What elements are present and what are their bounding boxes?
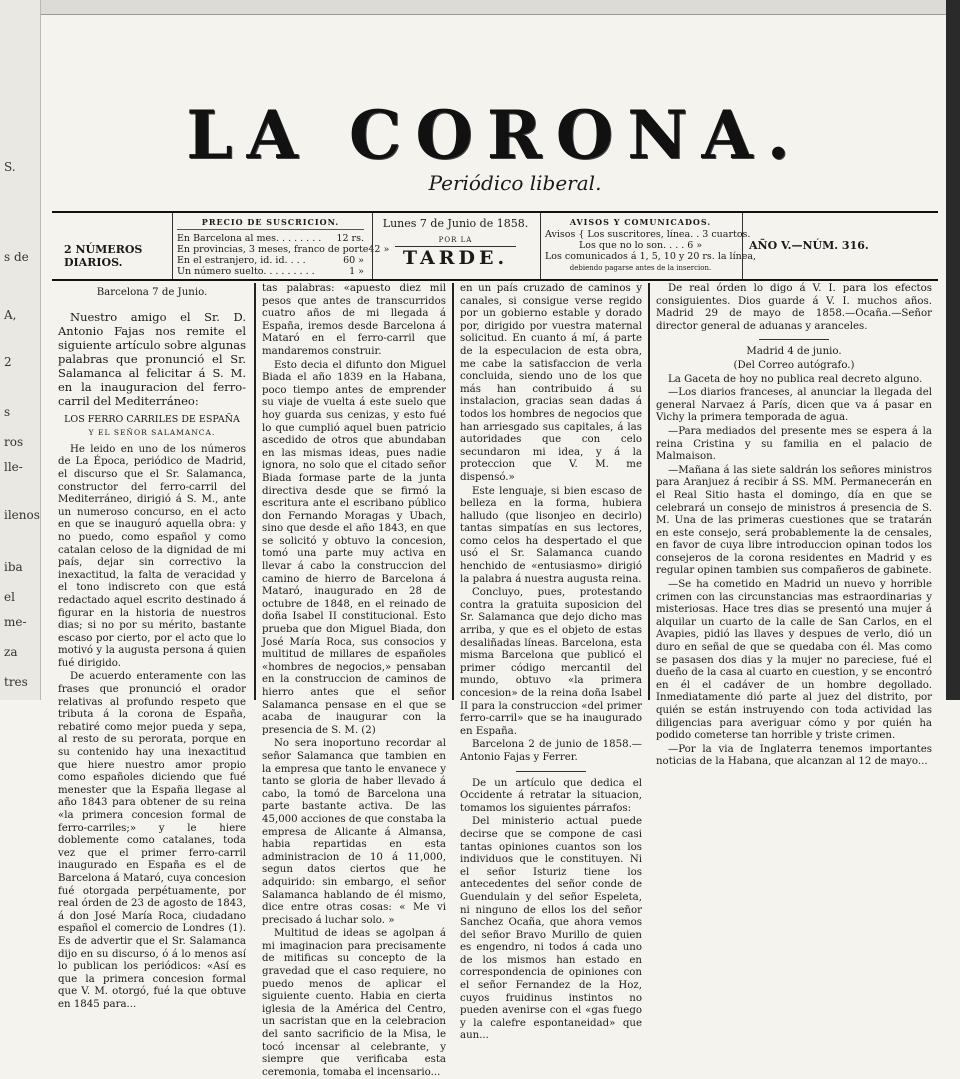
article-columns: [52, 283, 938, 1078]
subscription-row: [177, 266, 364, 277]
edition-name: TARDE.: [395, 246, 516, 269]
signature: Barcelona 2 de junio de 1858.—Antonio Fajas y Ferrer.: [460, 739, 642, 763]
row-label: Un número suelto. . . . . . . . .: [177, 266, 315, 277]
row-price: 12 rs.: [336, 233, 364, 244]
paragraph: He leido en uno de los números de La Época, periódico de Madrid, el discurso que el Sr. Salamanca, constructor del ferro-carril del Mediterráneo, dirigió á S. M., ante un numeroso concurso, en el acto en que se inauguró aquella obra: y no puedo, como español y como catalan celoso de la dignidad de mi país, dejar sin correctivo la inexactitud, la falta de veracidad y el tono indiscreto con que está redactado aquel escrito destinado á figurar en la historia de nuestros dias; si no por su mérito, bastante escaso por cierto, por el acto que lo motivó y la augusta persona á quien fué dirigido.: [58, 443, 246, 669]
intro-paragraph: Nuestro amigo el Sr. D. Antonio Fajas nos remite el siguiente artículo sobre algunas palabras que pronunció el Sr. Salamanca al felicitar á S. M. en la inauguracion del ferro-carril del Mediterráneo:: [58, 309, 246, 408]
paragraph: De un artículo que dedica el Occidente á retratar la situacion, tomamos los siguientes párrafos:: [460, 777, 642, 814]
paragraph: Concluyo, pues, protestando contra la gratuita suposicion del Sr. Salamanca que dejo dicho mas arriba, y que es el objeto de estas desaliñadas líneas. Barcelona, esta misma Barcelona que publicó el primer código mercantil del mundo, obtuvo «la primera concesion» de la reina doña Isabel II para la construccion «del primer ferro-carril» que se ha inaugurado en España.: [460, 587, 642, 737]
date-cell: [372, 213, 538, 279]
paragraph: Este lenguaje, si bien escaso de belleza en la forma, hubiera halludo (que lisonjeo en decirlo) tantas simpatías en sus lectores, como celos ha despertado el que usó el Sr. Salamanca cuando henchido de «entusiasmo» dirigió la palabra á nuestra augusta reina.: [460, 485, 642, 585]
issue-number: AÑO V.—NÚM. 316.: [749, 239, 869, 252]
por-la-label: POR LA: [438, 236, 473, 244]
paragraph: Del ministerio actual puede decirse que se compone de casi tantas opiniones cuantos son los individuos que le constituyen. Ni el señor Isturiz tiene los antecedentes del señor conde de Guendulain y del señor Espeleta, ni ninguno de ellos los del señor Sanchez Ocaña, que ahora vemos del señor Bravo Murillo de quien es engendro, ni todos á cada uno de los mismos han estado en correspondencia de opiniones con el señor Fernandez de la Hoz, cuyos fruidinus instintos no pueden avenirse con el «gas fuego y la calefre espontaneidad» que aun...: [460, 816, 642, 1042]
ads-note: debiendo pagarse antes de la insercion.: [569, 264, 712, 272]
column-4: [648, 283, 938, 768]
paragraph: —Para mediados del presente mes se espera á la reina Cristina y su familia en el palacio de Malmaison.: [656, 425, 932, 463]
row-price: 60 »: [343, 255, 364, 266]
row-label: En provincias, 3 meses, franco de porte: [177, 244, 369, 255]
paragraph: tas palabras: «apuesto diez mil pesos que antes de transcurridos cuatro años de mi llegada á España, iremos desde Barcelona á Mataró en el ferro-carril que mandaremos construir.: [262, 283, 446, 357]
page-right-edge: [946, 0, 960, 700]
strip-fragment: lle-: [4, 460, 23, 474]
editions-label: 2 NÚMEROS DIARIOS.: [64, 243, 143, 269]
paragraph: —Por la via de Inglaterra tenemos importantes noticias de la Habana, que alcanzan al 12 de mayo...: [656, 743, 932, 768]
strip-fragment: me-: [4, 615, 27, 629]
paragraph: —Los diarios franceses, al anunciar la llegada del general Narvaez á París, dicen que va á pasar en Vichy la primera temporada de agua.: [656, 387, 932, 424]
paragraph: Multitud de ideas se agolpan á mi imaginacion para precisamente de mitificas su concepto de la gravedad que el caso requiere, no puedo menos de aplicar el siguiente cuento. Habia en cierta iglesia de la América del Centro, un sacristan que en la celebracion del santo sacrificio de la Misa, le tocó incensar al celebrante, y siempre que verificaba esta ceremonia, tomaba el incensario...: [262, 928, 446, 1078]
dateline: Madrid 4 de junio.: [746, 346, 842, 358]
strip-fragment: s: [4, 405, 11, 419]
row-label: En el estranjero, id. id. . . .: [177, 255, 306, 266]
source-note: (Del Correo autógrafo.): [733, 359, 855, 371]
strip-fragment: el: [4, 590, 15, 604]
subscription-row: [177, 233, 364, 244]
strip-fragment: za: [4, 645, 18, 659]
ads-row: Los comunicados á 1, 5, 10 y 20 rs. la línea,: [545, 251, 757, 262]
ads-row: Avisos { Los suscritores, línea. . 3 cuartos.: [545, 229, 751, 240]
row-price: 42 »: [368, 244, 390, 255]
issue-cell: [742, 213, 939, 279]
strip-fragment: ros: [4, 435, 24, 449]
info-bar: [52, 211, 938, 281]
strip-fragment: iba: [4, 560, 23, 574]
ads-row: Los que no lo son. . . . 6 »: [579, 240, 703, 251]
subscription-cell: [172, 213, 390, 279]
paragraph: —Mañana á las siete saldrán los señores ministros para Aranjuez á recibir á SS. MM. Permanecerán en el Real Sitio hasta el domingo, día en que se celebrará un consejo de ministros á presencia de S. M. Una de las primeras cuestiones que se tratarán en este consejo, será probablemente la de censales, en favor de cuya libre introduccion opinan todos los consejeros de la corona residentes en Madrid y es regular opinen tambien sus compañeros de gabinete.: [656, 464, 932, 577]
article-title: LOS FERRO CARRILES DE ESPAÑA: [64, 413, 240, 425]
issue-date: Lunes 7 de Junio de 1858.: [382, 217, 529, 230]
column-2: [254, 283, 452, 1078]
subscription-heading: PRECIO DE SUSCRICION.: [177, 217, 364, 230]
adjacent-page-strip: [0, 0, 41, 700]
subscription-row: [177, 255, 364, 266]
ads-cell: [540, 213, 757, 279]
paragraph: en un país cruzado de caminos y canales, si consigue verse regido por un gobierno estable y dorado por, dirigido por vuestra maternal solicitud. En cuanto á mí, á parte de la especulacion de esta obra, me cabe la satisfaccion de verla concluida, siendo uno de los que más han contribuido á su instalacion, gracias sean dadas á todos los hombres de negocios que han arriesgado sus capitales, á las autoridades que con celo secundaron mi idea, y á la proteccion que V. M. me dispensó.»: [460, 283, 642, 483]
paragraph: La Gaceta de hoy no publica real decreto alguno.: [668, 373, 923, 385]
paragraph: No sera inoportuno recordar al señor Salamanca que tambien en la empresa que tanto le envanece y tanto se gloria de haber llevado á cabo, la tomó de Barcelona una parte bastante activa. De las 45,000 acciones de que constaba la empresa de Alicante á Almansa, habia repartidas en esta administracion de 10 á 11,000, segun datos ciertos que he adquirido: sin embargo, el señor Salamanca hablando de él mismo, dice entre otras cosas: « Me vi precisado á luchar solo. »: [262, 738, 446, 926]
editions-cell: [52, 213, 170, 279]
column-3: [452, 283, 648, 1042]
row-price: 1 »: [349, 266, 364, 277]
section-divider: [759, 339, 829, 340]
masthead: [60, 95, 930, 195]
page-top-edge: [40, 0, 946, 15]
strip-fragment: tres: [4, 675, 28, 689]
section-divider: [516, 771, 586, 772]
dateline: Barcelona 7 de Junio.: [96, 287, 208, 298]
strip-fragment: 2: [4, 355, 12, 369]
paragraph: De acuerdo enteramente con las frases que pronunció el orador relativas al profundo respeto que tributa á la corona de España, rebatiré como mejor pueda y sepa, al resto de su perorata, porque en su contenido hay una inexactitud que hiere nuestro amor propio como españoles diciendo que fué menester que la España llegase al año 1843 para obtener de su reina «la primera concesion formal de ferro-carriles;» y le hiere doblemente como catalanes, toda vez que el primer ferro-carril inaugurado en España es el de Barcelona á Mataró, cuya concesion fué otorgada perpétuamente, por real órden de 23 de agosto de 1843, á don José María Roca, ciudadano español el comercio de Londres (1). Es de advertir que el Sr. Salamanca dijo en su discurso, ó á lo menos así lo publican los periódicos: «Así es que la primera concesion formal que V. M. otorgó, fué la que obtuve en 1845 para...: [58, 671, 246, 1010]
strip-fragment: S.: [4, 160, 16, 174]
strip-fragment: s de: [4, 250, 29, 264]
paragraph: —Se ha cometido en Madrid un nuevo y horrible crimen con las circunstancias mas estraordinarias y misteriosas. Hace tres dias se presentó una mujer á alquilar un cuarto de la calle de San Carlos, en el Avapies, pidió las llaves y despues de verlo, dió un duro en señal de que se quedaba con él. Mas como se pasasen dos dias y la mujer no pareciese, fué el dueño de la casa al cuarto en cuestion, y se encontró en él el cadáver de un hombre degollado. Inmediatamente dió parte al juez del distrito, por quién se están instruyendo con toda actividad las diligencias para averiguar cómo y por quién ha podido cometerse tan horrible y triste crimen.: [656, 579, 932, 742]
newspaper-subtitle: Periódico liberal.: [428, 171, 602, 195]
strip-fragment: A,: [4, 308, 17, 322]
article-subtitle: Y EL SEÑOR SALAMANCA.: [88, 428, 216, 438]
paragraph: De real órden lo digo á V. I. para los efectos consiguientes. Dios guarde á V. I. muchos años. Madrid 29 de mayo de 1858.—Ocaña.—Señor director general de aduanas y aranceles.: [656, 283, 932, 332]
paragraph: Esto decia el difunto don Miguel Biada el año 1839 en la Habana, poco tiempo antes de emprender su viaje de vuelta á este suelo que hoy guarda sus cenizas, y esto fué lo que cumplió aquel buen patricio ascedido de otros que abundaban en las mismas ideas, pues nadie ignora, no solo que el citado señor Biada formase parte de la junta directiva desde que se firmó la escritura ante el escribano público don Fernando Moragas y Ubach, sino que desde el año 1843, en que se solicitó y obtuvo la concesion, tomó una parte muy activa en llevar á cabo la construccion del camino de hierro de Barcelona á Mataró, inaugurado en 28 de octubre de 1848, en el reinado de doña Isabel II constitucional. Esto prueba que don Miguel Biada, don José María Roca, sus consocios y multitud de millares de españoles «hombres de negocios,» pensaban en la construccion de caminos de hierro antes que el señor Salamanca pensase en el que se acaba de inaugurar con la presencia de S. M. (2): [262, 359, 446, 736]
newspaper-title: LA CORONA.: [186, 96, 804, 174]
strip-fragment: ilenos: [4, 508, 40, 522]
ads-heading: AVISOS Y COMUNICADOS.: [569, 217, 712, 227]
row-label: En Barcelona al mes. . . . . . . .: [177, 233, 322, 244]
subscription-row: [177, 244, 390, 255]
column-1: [52, 283, 252, 1010]
